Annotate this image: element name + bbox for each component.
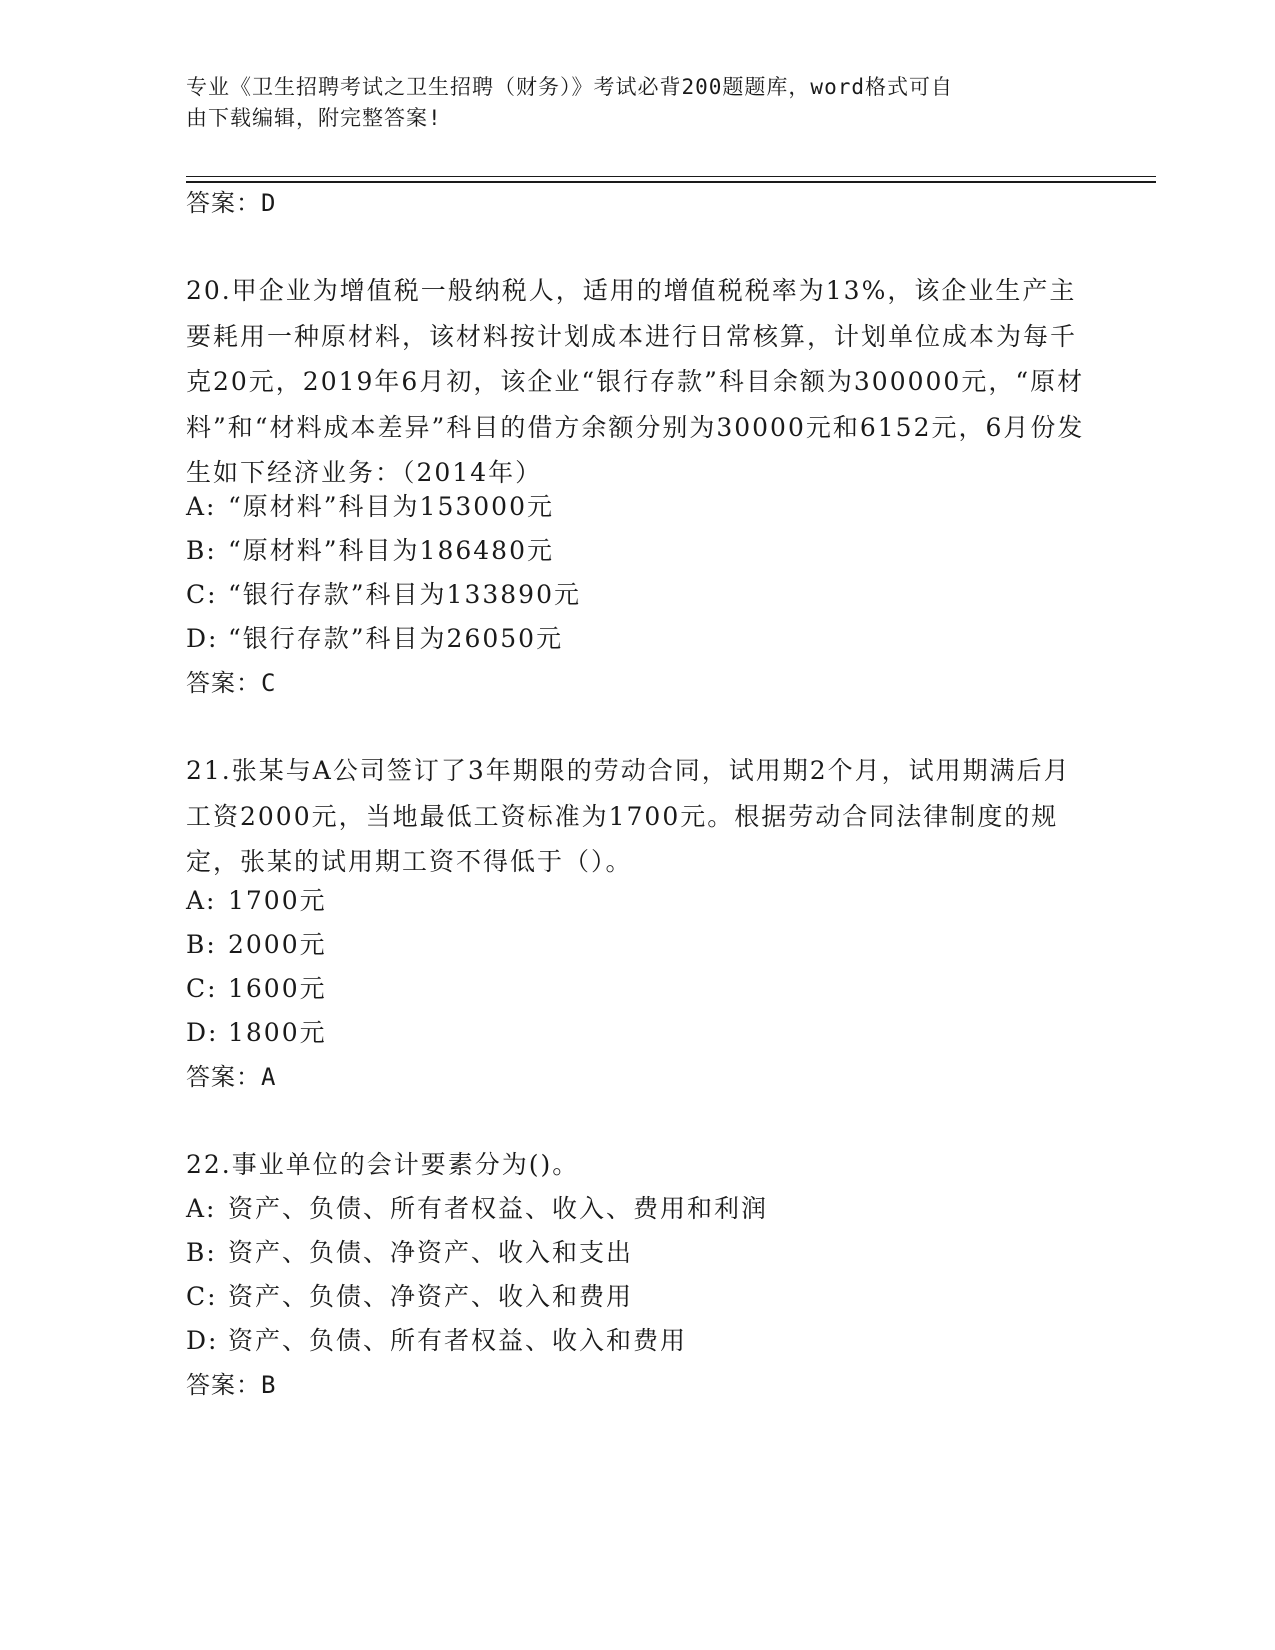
question-22-option-d [186,1326,687,1356]
option-text: 2000元 [228,930,327,959]
question-20-answer: 答案：C [186,669,277,697]
previous-answer: 答案：D [186,189,277,217]
option-letter: C: [186,1282,218,1311]
option-letter: C: [186,974,218,1003]
question-20-stem: 20.甲企业为增值税一般纳税人，适用的增值税税率为13%，该企业生产主要耗用一种原材料，该材料按计划成本进行日常核算，计划单位成本为每千克20元，2019年6月初，该企业“银行存款”科目余额为300000元，“原材料”和“材料成本差异”科目的借方余额分别为30000元和6152元，6月份发生如下经济业务：（2014年） [186,276,1085,487]
question-21-option-b [186,930,327,960]
header-rule-thick [186,181,1156,183]
question-22-stem: 22.事业单位的会计要素分为()。 [186,1150,580,1179]
option-text: 资产、负债、所有者权益、收入、费用和利润 [228,1194,769,1223]
option-letter: B: [186,930,217,959]
option-letter: B: [186,1238,217,1267]
question-20-option-a [186,492,554,522]
option-text: “原材料”科目为186480元 [228,536,554,565]
question-20-option-b [186,536,554,566]
option-letter: A: [186,886,217,915]
header-line-1: 专业《卫生招聘考试之卫生招聘（财务）》考试必背200题题库，word格式可自 [186,75,953,99]
option-text: “原材料”科目为153000元 [228,492,554,521]
option-letter: D: [186,1018,219,1047]
document-header [186,72,1066,134]
option-letter: B: [186,536,217,565]
question-22-option-b [186,1238,633,1268]
question-21-option-c [186,974,327,1004]
question-22-option-a [186,1194,768,1224]
question-22-option-c [186,1282,633,1312]
option-text: 1800元 [228,1018,327,1047]
option-text: 1600元 [228,974,327,1003]
question-21-option-d [186,1018,327,1048]
question-22-answer: 答案：B [186,1371,277,1399]
option-text: “银行存款”科目为26050元 [228,624,564,653]
option-text: “银行存款”科目为133890元 [228,580,581,609]
option-letter: D: [186,1326,219,1355]
header-line-2: 由下载编辑，附完整答案! [186,106,442,130]
option-letter: A: [186,1194,217,1223]
option-text: 资产、负债、净资产、收入和支出 [228,1238,634,1267]
header-rule-thin [186,176,1156,177]
option-letter: A: [186,492,217,521]
option-letter: D: [186,624,219,653]
question-20-option-c [186,580,581,610]
question-20-option-d [186,624,563,654]
option-text: 资产、负债、净资产、收入和费用 [228,1282,634,1311]
option-letter: C: [186,580,218,609]
option-text: 1700元 [228,886,327,915]
question-21-answer: 答案：A [186,1063,277,1091]
question-21-option-a [186,886,327,916]
option-text: 资产、负债、所有者权益、收入和费用 [228,1326,688,1355]
question-21-stem: 21.张某与A公司签订了3年期限的劳动合同，试用期2个月，试用期满后月工资2000元，当地最低工资标准为1700元。根据劳动合同法律制度的规定，张某的试用期工资不得低于（）。 [186,756,1071,876]
